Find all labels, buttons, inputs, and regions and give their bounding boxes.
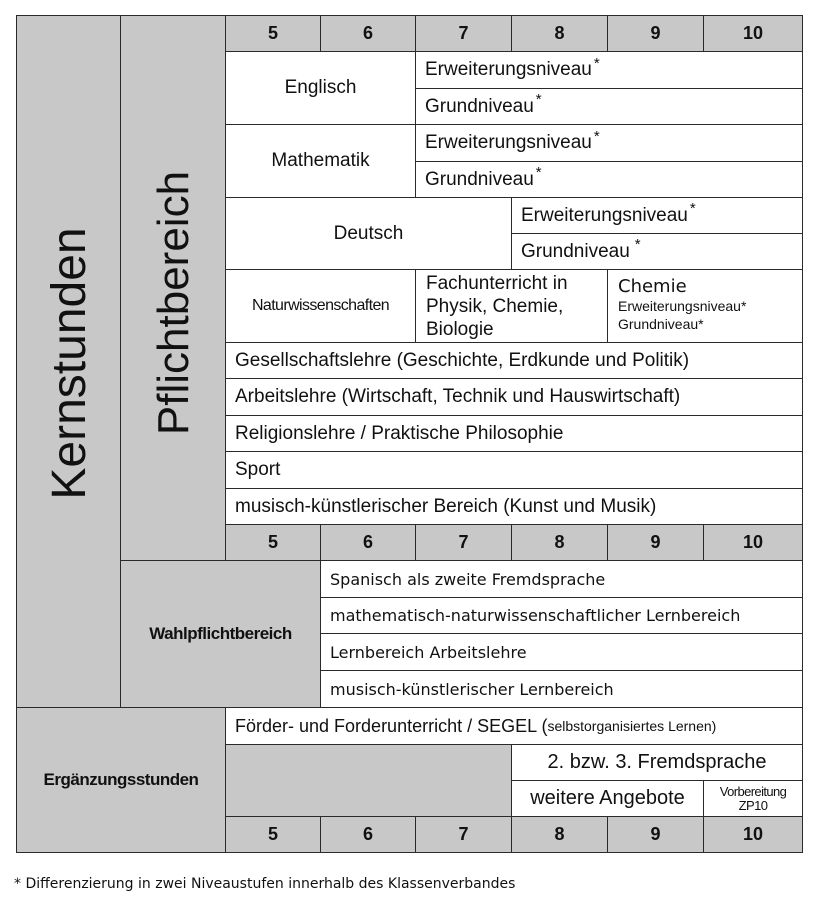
asterisk: * — [689, 200, 696, 217]
row-musisch: musisch-künstlerischer Bereich (Kunst und Musik) — [225, 488, 803, 525]
mathematik-erweiterungsniveau — [415, 124, 803, 162]
fachunterricht-cell — [415, 269, 608, 343]
column-header-8: 8 — [511, 524, 608, 561]
wahl-row-spanisch: Spanisch als zweite Fremdsprache — [320, 560, 803, 598]
kernstunden-cell — [16, 15, 121, 708]
level-label: Erweiterungsniveau — [521, 204, 688, 226]
foerder-small: selbstorganisiertes Lernen) — [547, 718, 717, 734]
vorbereitung-line-1: Vorbereitung — [719, 783, 787, 799]
row-gesellschaftslehre: Gesellschaftslehre (Geschichte, Erdkunde und Politik) — [225, 342, 803, 379]
column-header-10: 10 — [703, 15, 803, 52]
deutsch-grundniveau — [511, 233, 803, 270]
chemie-cell — [607, 269, 803, 343]
footnote: * Differenzierung in zwei Niveaustufen innerhalb des Klassenverbandes — [14, 876, 516, 892]
asterisk: * — [593, 54, 600, 72]
deutsch-erweiterungsniveau — [511, 197, 803, 234]
row-religionslehre: Religionslehre / Praktische Philosophie — [225, 415, 803, 452]
vorbereitung-line-2: ZP10 — [738, 797, 768, 813]
fachunterricht-line-2: Physik, Chemie, — [426, 296, 564, 317]
empty-grey-area — [225, 744, 512, 817]
column-header-5: 5 — [225, 524, 321, 561]
wahl-row-musisch: musisch-künstlerischer Lernbereich — [320, 670, 803, 708]
asterisk: * — [535, 91, 542, 108]
foerder-main: Förder- und Forderunterricht / SEGEL ( — [235, 715, 548, 736]
column-header-6: 6 — [320, 15, 416, 52]
column-header-9: 9 — [607, 816, 704, 853]
englisch-grundniveau — [415, 88, 803, 125]
chemie-erweiterungsniveau: Erweiterungsniveau* — [618, 298, 747, 314]
column-header-10: 10 — [703, 524, 803, 561]
mathematik-grundniveau — [415, 161, 803, 198]
wahlpflichtbereich-cell: Wahlpflichtbereich — [120, 560, 321, 708]
column-header-6: 6 — [320, 816, 416, 853]
wahl-row-arbeitslehre: Lernbereich Arbeitslehre — [320, 633, 803, 671]
level-label: Erweiterungsniveau — [425, 59, 592, 80]
fachunterricht-line-1: Fachunterricht in — [426, 273, 568, 294]
level-label: Grundniveau — [521, 240, 630, 262]
row-sport: Sport — [225, 451, 803, 489]
column-header-7: 7 — [415, 816, 512, 853]
subject-mathematik: Mathematik — [225, 124, 416, 198]
vorbereitung-cell — [703, 780, 803, 817]
fachunterricht-line-3: Biologie — [426, 319, 494, 340]
pflichtbereich-label: Pflichtbereich — [149, 170, 198, 436]
level-label: Erweiterungsniveau — [425, 132, 592, 153]
column-header-9: 9 — [607, 15, 704, 52]
englisch-erweiterungsniveau — [415, 51, 803, 89]
column-header-6: 6 — [320, 524, 416, 561]
subject-englisch: Englisch — [225, 51, 416, 125]
kernstunden-label: Kernstunden — [43, 227, 96, 500]
level-label: Grundniveau — [425, 168, 534, 190]
column-header-7: 7 — [415, 15, 512, 52]
weitere-angebote-cell: weitere Angebote — [511, 780, 704, 817]
asterisk: * — [634, 236, 641, 253]
fremdsprache-cell: 2. bzw. 3. Fremdsprache — [511, 744, 803, 781]
column-header-8: 8 — [511, 15, 608, 52]
column-header-5: 5 — [225, 15, 321, 52]
ergaenzungsstunden-cell: Ergänzungsstunden — [16, 707, 226, 853]
column-header-5: 5 — [225, 816, 321, 853]
foerder-row — [225, 707, 803, 745]
level-label: Grundniveau — [425, 95, 534, 117]
wahl-row-mint: mathematisch-naturwissenschaftlicher Lernbereich — [320, 597, 803, 634]
column-header-8: 8 — [511, 816, 608, 853]
row-arbeitslehre: Arbeitslehre (Wirtschaft, Technik und Hauswirtschaft) — [225, 378, 803, 416]
asterisk: * — [535, 164, 542, 181]
asterisk: * — [593, 127, 600, 145]
chemie-grundniveau: Grundniveau* — [618, 316, 704, 332]
column-header-10: 10 — [703, 816, 803, 853]
subject-deutsch: Deutsch — [225, 197, 512, 270]
subject-naturwissenschaften: Naturwissenschaften — [225, 269, 416, 343]
column-header-9: 9 — [607, 524, 704, 561]
chemie-label: Chemie — [618, 276, 687, 297]
column-header-7: 7 — [415, 524, 512, 561]
pflichtbereich-cell — [120, 15, 226, 561]
